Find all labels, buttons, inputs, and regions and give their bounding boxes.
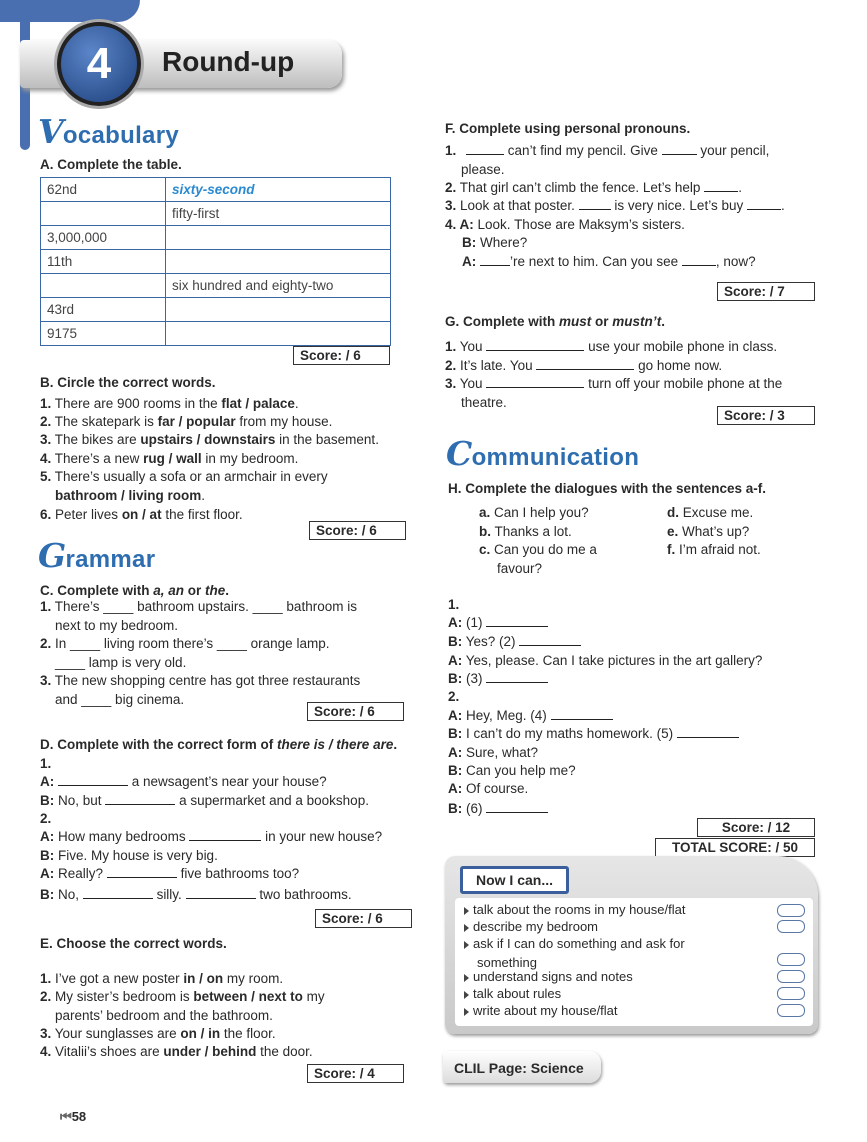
table-row[interactable]: fifty-first	[41, 202, 391, 226]
exercise-h-title: H. Complete the dialogues with the sentences a-f.	[448, 481, 767, 496]
d-line-2: B: No, but a supermarket and a bookshop.	[40, 793, 369, 808]
e-item-1: 1. I’ve got a new poster in / on my room.	[40, 971, 284, 986]
header-bar	[0, 0, 867, 110]
option-d: d. Excuse me.	[667, 505, 754, 520]
circle-choice[interactable]: flat / palace	[221, 396, 295, 411]
c-item-1: 1. There’s ____ bathroom upstairs. ____ bathroom is next to my bedroom.	[40, 599, 357, 633]
b-item-6: 6. Peter lives on / at the first floor.	[40, 507, 243, 522]
now-i-can-title: Now I can...	[460, 866, 569, 894]
table-row: 62nd sixty-second	[41, 178, 391, 202]
answer-blank[interactable]	[747, 198, 781, 210]
answer-blank[interactable]	[486, 671, 548, 683]
choice[interactable]: in / on	[183, 971, 224, 986]
self-assess-checkbox[interactable]	[777, 970, 805, 983]
circle-choice[interactable]: on / at	[121, 507, 162, 522]
table-row[interactable]: 9175	[41, 322, 391, 346]
self-assess-checkbox[interactable]	[777, 904, 805, 917]
e-item-4: 4. Vitalii’s shoes are under / behind the door.	[40, 1044, 313, 1059]
d-line-4: B: Five. My house is very big.	[40, 848, 218, 863]
can-item-4: understand signs and notes	[464, 968, 633, 987]
unit-badge: 4	[57, 22, 141, 106]
play-icon	[464, 991, 469, 999]
g-item-2: 2. It’s late. You go home now.	[445, 358, 723, 373]
b-item-1: 1. There are 900 rooms in the flat / palace.	[40, 396, 299, 411]
f-item-2: 2. That girl can’t climb the fence. Let’s help .	[445, 180, 742, 195]
answer-blank[interactable]	[486, 339, 584, 351]
d-dialogue-1-number: 1.	[40, 756, 52, 771]
f-item-3: 3. Look at that poster. is very nice. Let’s buy .	[445, 198, 785, 213]
page-number: ⏮58	[60, 1109, 87, 1124]
h-line-8: B: Can you help me?	[448, 763, 576, 778]
b-item-3: 3. The bikes are upstairs / downstairs in the basement.	[40, 432, 379, 447]
d-line-3: A: How many bedrooms in your new house?	[40, 829, 383, 844]
c-item-2: 2. In ____ living room there’s ____ orange lamp. ____ lamp is very old.	[40, 636, 330, 670]
circle-choice[interactable]: upstairs / downstairs	[140, 432, 276, 447]
self-assess-checkbox[interactable]	[777, 953, 805, 966]
h-line-10: B: (6)	[448, 800, 548, 819]
vocabulary-heading: Vocabulary	[38, 112, 179, 151]
d-line-1: A: a newsagent’s near your house?	[40, 774, 327, 789]
h-line-4: B: (3)	[448, 670, 548, 689]
b-item-2: 2. The skatepark is far / popular from my house.	[40, 414, 333, 429]
answer-blank[interactable]	[189, 829, 261, 841]
score-box-f: Score: / 7	[717, 282, 815, 301]
table-row[interactable]: 43rd	[41, 298, 391, 322]
e-item-2: 2. My sister’s bedroom is between / next to my parents’ bedroom and the bathroom.	[40, 989, 325, 1023]
can-item-5: talk about rules	[464, 985, 561, 1004]
play-icon	[464, 924, 469, 932]
answer-blank[interactable]	[536, 358, 634, 370]
choice[interactable]: between / next to	[193, 989, 303, 1004]
b-item-5: 5. There’s usually a sofa or an armchair in every bathroom / living room.	[40, 469, 328, 503]
answer-blank[interactable]	[579, 198, 611, 210]
answer-blank[interactable]	[186, 887, 256, 899]
answer-blank[interactable]	[466, 143, 504, 155]
h-line-7: A: Sure, what?	[448, 745, 539, 760]
exercise-a-title: A. Complete the table.	[40, 157, 182, 172]
answer-blank[interactable]	[704, 180, 738, 192]
b-item-4: 4. There’s a new rug / wall in my bedroom.	[40, 451, 299, 466]
score-box-g: Score: / 3	[717, 406, 815, 425]
score-box-b: Score: / 6	[309, 521, 406, 540]
answer-blank[interactable]	[662, 143, 697, 155]
play-icon	[464, 907, 469, 915]
can-item-1: talk about the rooms in my house/flat	[464, 901, 685, 920]
play-icon	[464, 941, 469, 949]
answer-blank[interactable]	[682, 254, 716, 266]
can-item-6: write about my house/flat	[464, 1002, 618, 1021]
communication-heading: Communication	[446, 434, 640, 473]
exercise-f-title: F. Complete using personal pronouns.	[445, 121, 691, 136]
h-line-9: A: Of course.	[448, 781, 529, 796]
page-title: Round-up	[162, 46, 295, 77]
total-score-box: TOTAL SCORE: / 50	[655, 838, 815, 857]
answer-blank[interactable]	[486, 801, 548, 813]
h-dialogue-1-number: 1.	[448, 597, 460, 612]
answer-blank[interactable]	[551, 708, 613, 720]
exercise-g-title: G. Complete with must or mustn’t.	[445, 314, 666, 329]
h-line-2: B: Yes? (2)	[448, 633, 581, 652]
circle-choice[interactable]: bathroom / living room	[55, 487, 202, 503]
h-line-3: A: Yes, please. Can I take pictures in the art gallery?	[448, 653, 763, 668]
option-c: c. Can you do me a favour?	[479, 542, 597, 576]
exercise-c-title: C. Complete with a, an or the.	[40, 583, 230, 598]
option-e: e. What’s up?	[667, 524, 750, 539]
answer-blank[interactable]	[480, 254, 510, 266]
answer-blank[interactable]	[58, 774, 128, 786]
answer-blank[interactable]	[107, 866, 177, 878]
score-box-a: Score: / 6	[293, 346, 390, 365]
play-icon	[464, 974, 469, 982]
h-dialogue-2-number: 2.	[448, 689, 460, 704]
score-box-e: Score: / 4	[307, 1064, 404, 1083]
answer-blank[interactable]	[677, 726, 739, 738]
d-line-5: A: Really? five bathrooms too?	[40, 866, 300, 881]
choice[interactable]: under / behind	[163, 1044, 257, 1059]
c-item-3: 3. The new shopping centre has got three restaurants and ____ big cinema.	[40, 673, 361, 707]
f-item-4c: A: ’re next to him. Can you see , now?	[462, 254, 756, 269]
d-dialogue-2-number: 2.	[40, 811, 52, 826]
f-item-4b: B: Where?	[462, 235, 528, 250]
e-item-3: 3. Your sunglasses are on / in the floor.	[40, 1026, 276, 1041]
play-icon	[464, 1008, 469, 1016]
f-item-4: 4. A: Look. Those are Maksym’s sisters.	[445, 217, 685, 232]
d-line-6: B: No, silly. two bathrooms.	[40, 887, 352, 902]
answer-blank[interactable]	[105, 793, 175, 805]
grammar-heading: Grammar	[38, 536, 156, 575]
answer-blank[interactable]	[519, 634, 581, 646]
table-row[interactable]: 11th	[41, 250, 391, 274]
exercise-b-title: B. Circle the correct words.	[40, 375, 216, 390]
g-item-3: 3. You turn off your mobile phone at the theatre.	[445, 376, 783, 410]
exercise-d-title: D. Complete with the correct form of there is / there are.	[40, 737, 398, 752]
h-line-6: B: I can’t do my maths homework. (5)	[448, 725, 739, 744]
score-box-d: Score: / 6	[315, 909, 412, 928]
rewind-icon: ⏮	[60, 1109, 72, 1124]
option-f: f. I’m afraid not.	[667, 542, 761, 557]
self-assess-checkbox[interactable]	[777, 920, 805, 933]
can-item-3: ask if I can do something and ask for something	[464, 935, 685, 972]
choice[interactable]: on / in	[180, 1026, 221, 1041]
option-b: b. Thanks a lot.	[479, 524, 572, 539]
f-item-1: 1. can’t find my pencil. Give your pencil, please.	[445, 143, 770, 177]
h-line-1: A: (1)	[448, 614, 548, 633]
score-box-c: Score: / 6	[307, 702, 404, 721]
answer-blank[interactable]	[486, 376, 584, 388]
circle-choice[interactable]: rug / wall	[143, 451, 202, 466]
answer-blank[interactable]	[486, 615, 548, 627]
vocab-table	[40, 177, 391, 346]
score-box-h: Score: / 12	[697, 818, 815, 837]
table-row[interactable]: six hundred and eighty-two	[41, 274, 391, 298]
self-assess-checkbox[interactable]	[777, 987, 805, 1000]
g-item-1: 1. You use your mobile phone in class.	[445, 339, 778, 354]
table-row[interactable]: 3,000,000	[41, 226, 391, 250]
h-line-5: A: Hey, Meg. (4)	[448, 707, 613, 726]
exercise-e-title: E. Choose the correct words.	[40, 936, 227, 951]
answer-blank[interactable]	[83, 887, 153, 899]
clil-page-link[interactable]: CLIL Page: Science	[443, 1051, 601, 1083]
can-item-2: describe my bedroom	[464, 918, 598, 937]
circle-choice[interactable]: far / popular	[157, 414, 236, 429]
self-assess-checkbox[interactable]	[777, 1004, 805, 1017]
option-a: a. Can I help you?	[479, 505, 589, 520]
